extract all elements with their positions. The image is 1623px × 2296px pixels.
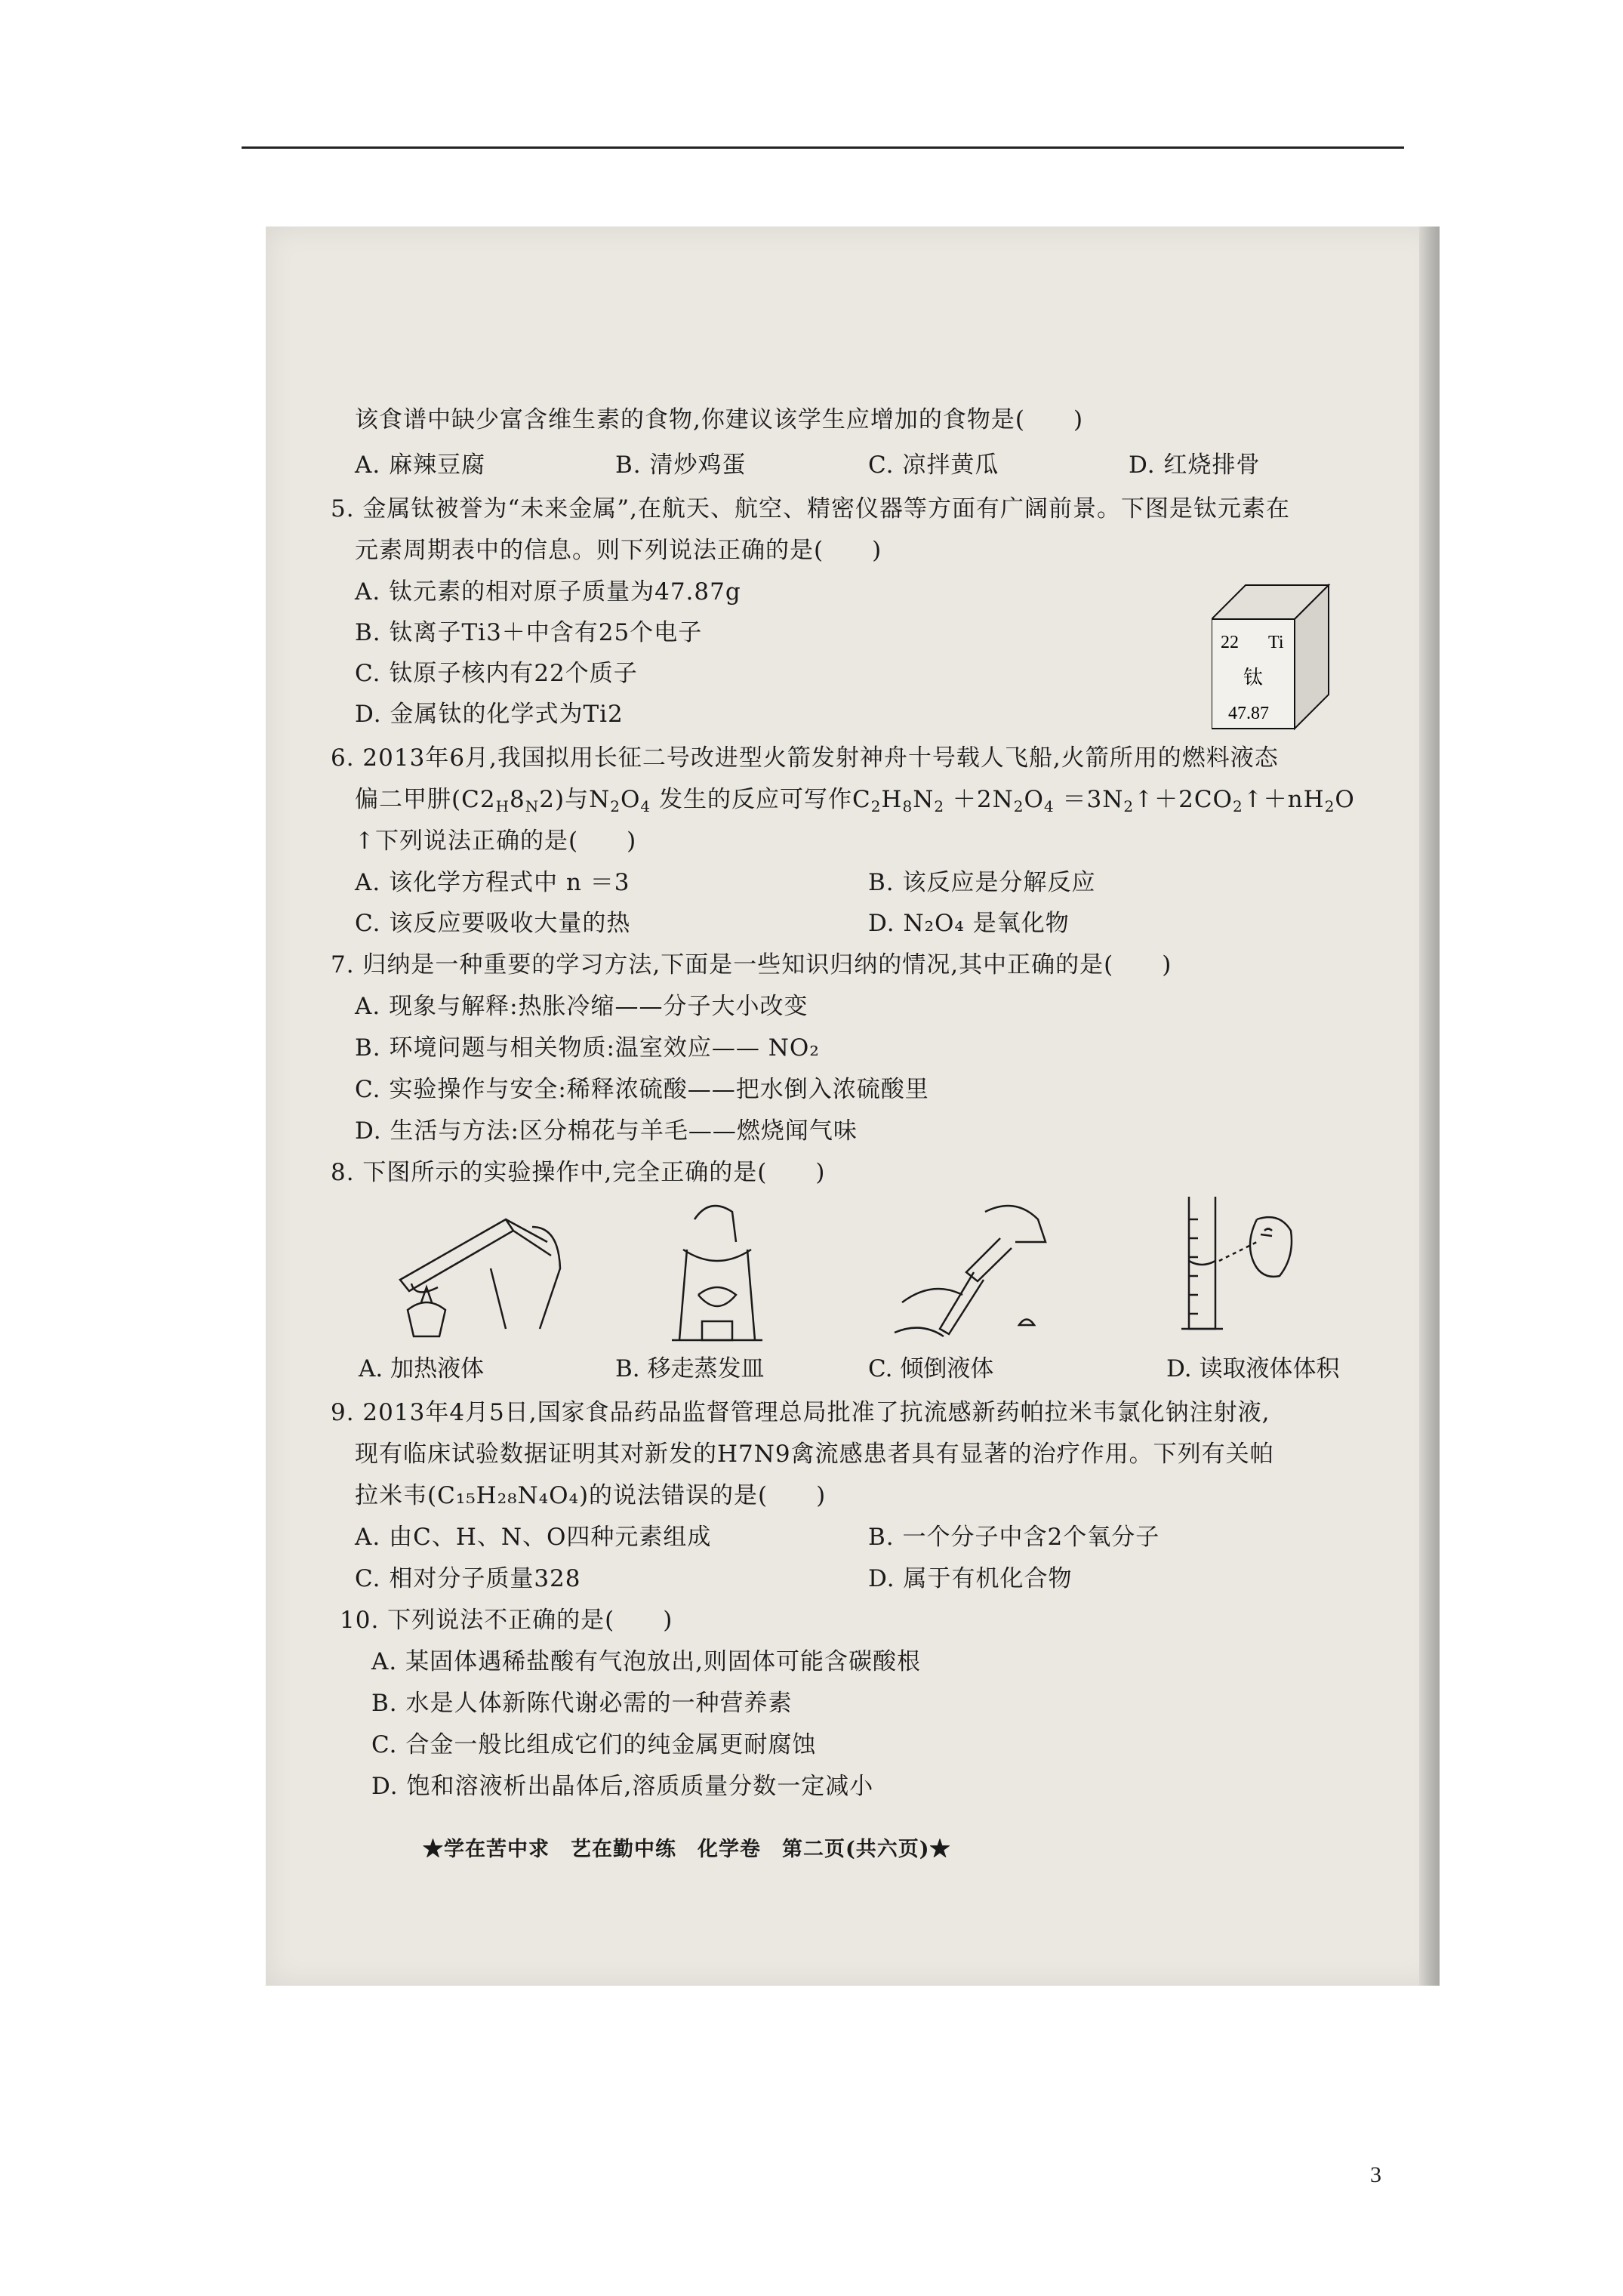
q4-stem: 该食谱中缺少富含维生素的食物,你建议该学生应增加的食物是( ) bbox=[355, 406, 1084, 433]
q6-option-b: B. 该反应是分解反应 bbox=[868, 869, 1096, 896]
header-rule bbox=[242, 146, 1404, 149]
q8-caption-c: C. 倾倒液体 bbox=[868, 1355, 994, 1382]
q4-option-c: C. 凉拌黄瓜 bbox=[868, 451, 999, 479]
titanium-element-cell bbox=[1212, 581, 1332, 735]
q10-option-c: C. 合金一般比组成它们的纯金属更耐腐蚀 bbox=[371, 1731, 817, 1758]
scan-edge-shadow bbox=[1419, 227, 1440, 1986]
reading-volume-illustration bbox=[1166, 1189, 1302, 1340]
q6-stem-line2: 偏二甲肼$(C2_H8_N2)$与$N_2O_4$ 发生的反应可写作$C_2H_8N_2 +2N_2O_4$ $=3N_2↑+2CO_2↑+nH_2O$ bbox=[355, 786, 1355, 815]
q9-stem-line2: 现有临床试验数据证明其对新发的H7N9禽流感患者具有显著的治疗作用。下列有关帕 bbox=[355, 1441, 1274, 1468]
evaporating-dish-illustration bbox=[657, 1197, 778, 1348]
q9-option-b: B. 一个分子中含2个氧分子 bbox=[868, 1524, 1160, 1551]
q6-option-a: A. 该化学方程式中 n ＝3 bbox=[355, 869, 630, 896]
element-symbol: Ti bbox=[1268, 633, 1284, 652]
q5-option-c: C. 钛原子核内有22个质子 bbox=[355, 660, 638, 687]
q4-option-b: B. 清炒鸡蛋 bbox=[615, 451, 747, 479]
element-atomic-number: 22 bbox=[1221, 633, 1239, 652]
q8-stem: 8. 下图所示的实验操作中,完全正确的是( ) bbox=[331, 1159, 826, 1186]
q9-stem-line3: 拉米韦(C₁₅H₂₈N₄O₄)的说法错误的是( ) bbox=[355, 1482, 827, 1509]
q7-stem: 7. 归纳是一种重要的学习方法,下面是一些知识归纳的情况,其中正确的是( ) bbox=[331, 951, 1172, 978]
q8-caption-a: A. 加热液体 bbox=[359, 1355, 485, 1382]
element-mass: 47.87 bbox=[1228, 704, 1269, 723]
q5-option-b: B. 钛离子Ti3＋中含有25个电子 bbox=[355, 619, 703, 646]
q7-option-c: C. 实验操作与安全:稀释浓硫酸——把水倒入浓硫酸里 bbox=[355, 1076, 929, 1103]
q7-option-b: B. 环境问题与相关物质:温室效应—— NO₂ bbox=[355, 1034, 820, 1062]
q6-option-c: C. 该反应要吸收大量的热 bbox=[355, 910, 631, 937]
heating-liquid-illustration bbox=[385, 1197, 566, 1340]
q10-option-b: B. 水是人体新陈代谢必需的一种营养素 bbox=[371, 1690, 793, 1717]
q10-option-d: D. 饱和溶液析出晶体后,溶质质量分数一定减小 bbox=[371, 1773, 874, 1800]
q5-option-a: A. 钛元素的相对原子质量为47.87g bbox=[355, 578, 741, 606]
q9-option-c: C. 相对分子质量328 bbox=[355, 1565, 581, 1592]
q6-stem-line1: 6. 2013年6月,我国拟用长征二号改进型火箭发射神舟十号载人飞船,火箭所用的燃料液态 bbox=[331, 744, 1279, 772]
q9-option-a: A. 由C、H、N、O四种元素组成 bbox=[355, 1524, 712, 1551]
q7-option-d: D. 生活与方法:区分棉花与羊毛——燃烧闻气味 bbox=[355, 1117, 858, 1145]
page-number: 3 bbox=[1370, 2162, 1381, 2187]
q9-stem-line1: 9. 2013年4月5日,国家食品药品监督管理总局批准了抗流感新药帕拉米韦氯化钠注射液, bbox=[331, 1399, 1270, 1426]
exam-footer: ★学在苦中求 艺在勤中练 化学卷 第二页(共六页)★ bbox=[423, 1838, 951, 1861]
q7-option-a: A. 现象与解释:热胀冷缩——分子大小改变 bbox=[355, 993, 808, 1020]
element-name: 钛 bbox=[1243, 667, 1264, 689]
q10-stem: 10. 下列说法不正确的是( ) bbox=[340, 1607, 673, 1634]
pouring-liquid-illustration bbox=[887, 1197, 1061, 1340]
q6-stem-line3: ↑下列说法正确的是( ) bbox=[355, 827, 637, 855]
q4-option-a: A. 麻辣豆腐 bbox=[355, 451, 486, 479]
q6-option-d: D. N₂O₄ 是氧化物 bbox=[868, 910, 1070, 937]
q10-option-a: A. 某固体遇稀盐酸有气泡放出,则固体可能含碳酸根 bbox=[371, 1648, 921, 1675]
q5-stem-line2: 元素周期表中的信息。则下列说法正确的是( ) bbox=[355, 537, 882, 564]
q5-stem-line1: 5. 金属钛被誉为“未来金属”,在航天、航空、精密仪器等方面有广阔前景。下图是钛元素在 bbox=[331, 495, 1290, 522]
q8-caption-d: D. 读取液体体积 bbox=[1166, 1355, 1340, 1382]
q5-option-d: D. 金属钛的化学式为Ti2 bbox=[355, 701, 624, 728]
q4-option-d: D. 红烧排骨 bbox=[1129, 451, 1261, 479]
q8-caption-b: B. 移走蒸发皿 bbox=[615, 1355, 765, 1382]
q9-option-d: D. 属于有机化合物 bbox=[868, 1565, 1073, 1592]
